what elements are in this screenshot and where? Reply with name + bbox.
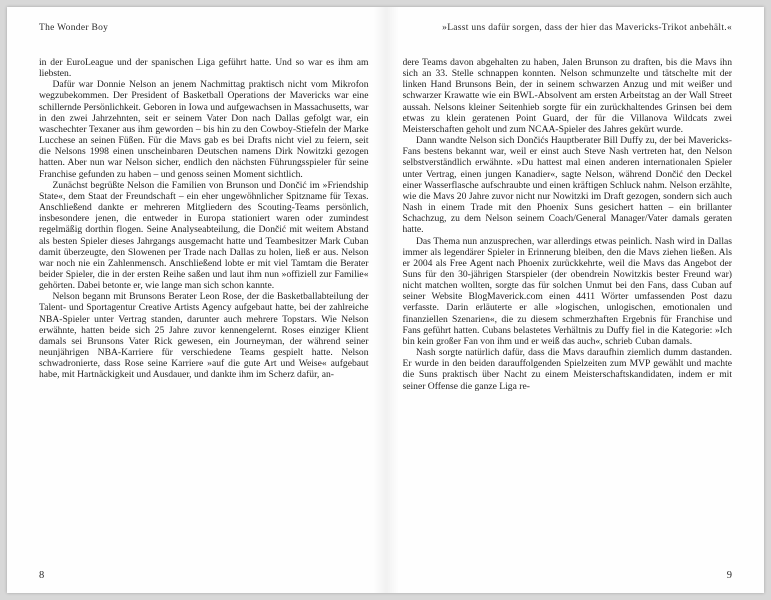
paragraph: Das Thema nun anzusprechen, war allerdings etwas peinlich. Nash wird in Dallas immer als legendärer Spieler in Erinnerung bleiben, den die Mavs ziehen ließen. Als er 2004 als Free Agent nach Phoenix zurückkehrte, weil die Mavs das Angebot der Suns für den 30-jährigen Starspieler (der obendrein Nowitzkis bester Freund war) nicht matchen wollten, sorgte das für solchen Unmut bei den Fans, dass Cuban auf seiner Website BlogMaverick.com einen 4411 Wörter umfassenden Post dazu verfasste. Darin erläuterte er alle »logischen, unlogischen, emotionalen und finanziellen Szenarien«, die zu diesem schmerzhaften Ergebnis für Franchise und Fans geführt hatten. Cubans belastetes Verhältnis zu Duffy fiel in die Kategorie: »Ich bin kein großer Fan von ihm und er weiß das auch«, schrieb Cuban damals. bbox=[402, 235, 732, 347]
page-number-right: 9 bbox=[726, 570, 732, 581]
right-page-body bbox=[403, 57, 733, 564]
paragraph: in der EuroLeague und der spanischen Liga geführt hatte. Und so war es ihm am liebsten. bbox=[39, 57, 369, 80]
paragraph: Nash sorgte natürlich dafür, dass die Mavs daraufhin ziemlich dumm dastanden. Er wurde in den beiden darauffolgenden Spielzeiten zum MVP gewählt und machte die Suns praktisch über Nacht zu einem Meisterschaftskandidaten, indem er mit seiner Offense die ganze Liga re- bbox=[402, 347, 732, 392]
running-header-right: »Lasst uns dafür sorgen, dass der hier das Mavericks-Trikot anbehält.« bbox=[442, 23, 732, 33]
right-page bbox=[386, 7, 765, 593]
paragraph: dere Teams davon abgehalten zu haben, Jalen Brunson zu draften, bis die Mavs ihn sich an 33. Stelle schnappen konnten. Nelson schmunzelte und tätschelte mit der linken Hand Brunsons Bein, der in seinem schwarzen Anzug und mit weißer und schwarzer Krawatte wie ein BWL-Absolvent am ersten Arbeitstag an der Wall Street aussah. Nelsons kleiner Seitenhieb sorgte für ein zurückhaltendes Grinsen bei dem etwas zu klein geratenen Point Guard, der für die Villanova Wildcats zwei Meisterschaften geholt und zum NCAA-Spieler des Jahres gekürt wurde. bbox=[402, 57, 732, 135]
book-spread bbox=[7, 7, 764, 593]
paragraph: Dann wandte Nelson sich Dončićs Hauptberater Bill Duffy zu, der bei Mavericks-Fans bestens bekannt war, weil er einst auch Steve Nash vertreten hat, den Nelson selbstverständlich erwähnte. »Du hattest mal einen anderen internationalen Spieler unter Vertrag, einen jungen Kanadier«, sagte Nelson, während Dončić den Deckel einer Wasserflasche aufschraubte und einen kräftigen Schluck nahm. Nelson erzählte, wie die Mavs 20 Jahre zuvor nicht nur Nowitzki im Draft gezogen, sondern sich auch Nash in einem Trade mit den Phoenix Suns gesichert hatten – ein brillanter Schachzug, zu dem Nelson seinem Coach/General Manager/Vater damals geraten hatte. bbox=[402, 135, 732, 236]
page-number-left: 8 bbox=[39, 570, 45, 581]
paragraph: Nelson begann mit Brunsons Berater Leon Rose, der die Basketballabteilung der Talent- und Sportagentur Creative Artists Agency aufgebaut hatte, bei der zahlreiche NBA-Spieler unter Vertrag standen, darunter auch mehrere Topstars. Wie Nelson erwähnte, hatten beide sich 25 Jahre zuvor kennengelernt. Roses einziger Klient damals sei Brunsons Vater Rick gewesen, ein Journeyman, der während seiner neunjährigen NBA-Karriere für verschiedene Teams gespielt hatte. Nelson schwadronierte, dass Rose seine Karriere »auf die gute Art und Weise« aufgebaut habe, mit Hartnäckigkeit und Ausdauer, und dankte ihm im Scherz dafür, an- bbox=[39, 291, 369, 381]
left-page bbox=[7, 7, 386, 593]
running-header-left: The Wonder Boy bbox=[39, 23, 109, 33]
left-page-body bbox=[39, 57, 369, 564]
paragraph: Zunächst begrüßte Nelson die Familien von Brunson und Dončić im »Friendship State«, dem Staat der Freundschaft – ein eher ungewöhnlicher Spitzname für Texas. Anschließend dankte er mehreren Mitgliedern des Scouting-Teams persönlich, insbesondere jenen, die entweder in Europa stationiert waren oder zumindest regelmäßig dorthin flogen. Seine Analyseabteilung, die Dončić mit weitem Abstand als besten Spieler dieses Jahrgangs ausgemacht hatte und Teambesitzer Mark Cuban damit überzeugte, den Slowenen per Trade nach Dallas zu holen, ließ er aus. Nelson war noch nie ein Zahlenmensch. Anschließend lobte er mit viel Tamtam die Berater beider Spieler, die in der ersten Reihe saßen und laut ihm nun »offiziell zur Familie« gehörten. Dabei betonte er, wie lange man sich schon kannte. bbox=[39, 179, 369, 292]
paragraph: Dafür war Donnie Nelson an jenem Nachmittag praktisch nicht vom Mikrofon wegzubekommen. Der President of Basketball Operations der Mavericks war eine schillernde Persönlichkeit. Geboren in Iowa und aufgewachsen in Massachusetts, war in den zwei Jahrzehnten, seit er seinem Vater Don nach Dallas gefolgt war, ein waschechter Texaner aus ihm geworden – bis hin zu den Cowboy-Stiefeln der Marke Lucchese an seinen Füßen. Für die Mavs gab es bei Drafts nicht viel zu feiern, seit die Nelsons 1998 einen unscheinbaren Deutschen namens Dirk Nowitzki gezogen hatten. Aber nun war Nelson sicher, endlich den nächsten Führungsspieler für seine Franchise gefunden zu haben – und genoss seinen Moment sichtlich. bbox=[39, 79, 369, 180]
